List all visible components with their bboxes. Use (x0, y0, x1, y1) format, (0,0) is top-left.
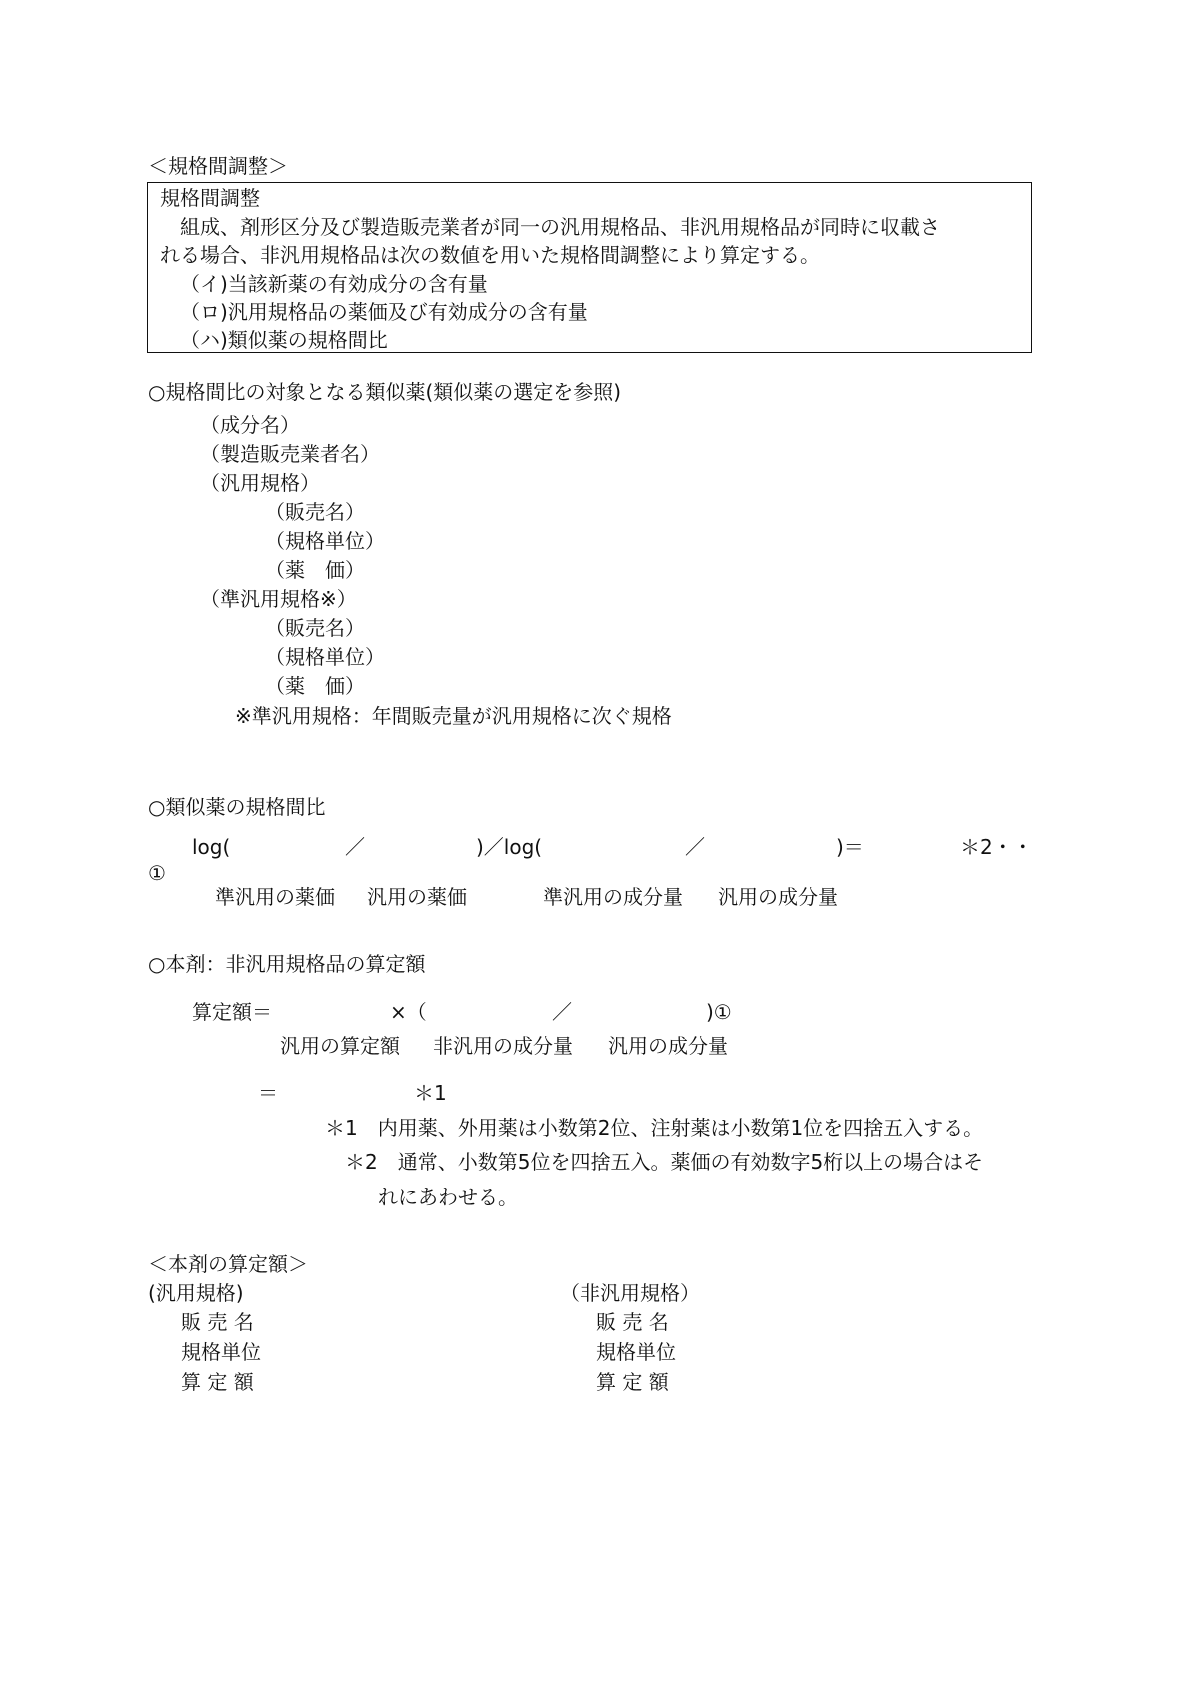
calc-equals: ＝ (258, 1081, 278, 1105)
rounding-note-1: ＊1 内用薬、外用薬は小数第2位、注射薬は小数第1位を四捨五入する。 (325, 1116, 984, 1140)
label-nongeneral-content: 非汎用の成分量 (433, 1034, 573, 1058)
calc-times: ×（ (390, 1000, 427, 1024)
rounding-note-2-line1: ＊2 通常、小数第5位を四捨五入。薬価の有効数字5桁以上の場合はそ (345, 1150, 984, 1174)
general-spec-label: （汎用規格） (200, 471, 320, 495)
ratio-log2: )／log( (476, 835, 543, 859)
result-nongeneral-unit: 規格単位 (596, 1340, 676, 1364)
result-general-label: (汎用規格) (148, 1281, 244, 1305)
result-nongeneral-amount: 算 定 額 (596, 1370, 669, 1394)
adjustment-item-i: （イ)当該新薬の有効成分の含有量 (180, 272, 488, 296)
maker-label: （製造販売業者名） (200, 442, 380, 466)
ingredient-label: （成分名） (200, 413, 300, 437)
semi-price-label: （薬 価） (265, 674, 365, 698)
label-general-content: 汎用の成分量 (718, 885, 838, 909)
label-general-price: 汎用の薬価 (367, 885, 467, 909)
calc-slash: ／ (552, 1000, 572, 1024)
ratio-equals: )＝ (836, 835, 864, 859)
adjustment-text-line2: れる場合、非汎用規格品は次の数値を用いた規格間調整により算定する。 (160, 243, 820, 267)
result-nongeneral-label: （非汎用規格） (560, 1281, 700, 1305)
calc-close: )① (706, 1000, 732, 1024)
calc-star1: ＊1 (414, 1081, 447, 1105)
semi-sales-name-label: （販売名） (265, 616, 365, 640)
adjustment-item-ro: （ロ)汎用規格品の薬価及び有効成分の含有量 (180, 300, 588, 324)
label-semi-price: 準汎用の薬価 (215, 885, 335, 909)
label-semi-content: 準汎用の成分量 (543, 885, 683, 909)
adjustment-box-title: 規格間調整 (160, 186, 260, 210)
result-nongeneral-sales-name: 販 売 名 (596, 1310, 669, 1334)
general-price-label: （薬 価） (265, 558, 365, 582)
adjustment-item-ha: （ハ)類似薬の規格間比 (180, 328, 388, 352)
semi-general-note: ※準汎用規格：年間販売量が汎用規格に次ぐ規格 (235, 704, 672, 728)
label-calc-general-content: 汎用の成分量 (608, 1034, 728, 1058)
ratio-circle: ① (148, 861, 166, 885)
adjustment-heading: ＜規格間調整＞ (148, 154, 288, 178)
general-unit-label: （規格単位） (265, 529, 385, 553)
calc-heading: ○本剤：非汎用規格品の算定額 (148, 952, 426, 976)
semi-unit-label: （規格単位） (265, 645, 385, 669)
ratio-slash1: ／ (345, 835, 365, 859)
semi-general-spec-label: （準汎用規格※） (200, 587, 357, 611)
ratio-star: ＊2・・ (960, 835, 1033, 859)
result-general-amount: 算 定 額 (181, 1370, 254, 1394)
result-heading: ＜本剤の算定額＞ (148, 1252, 308, 1276)
rounding-note-2-line2: れにあわせる。 (378, 1185, 518, 1209)
result-general-sales-name: 販 売 名 (181, 1310, 254, 1334)
label-general-amount: 汎用の算定額 (280, 1034, 400, 1058)
calc-formula-label: 算定額＝ (192, 1000, 272, 1024)
ratio-slash2: ／ (685, 835, 705, 859)
ratio-heading: ○類似薬の規格間比 (148, 795, 326, 819)
result-general-unit: 規格単位 (181, 1340, 261, 1364)
general-sales-name-label: （販売名） (265, 500, 365, 524)
ratio-log1: log( (192, 835, 231, 859)
similar-drug-heading: ○規格間比の対象となる類似薬(類似薬の選定を参照) (148, 380, 622, 404)
adjustment-text-line1: 組成、剤形区分及び製造販売業者が同一の汎用規格品、非汎用規格品が同時に収載さ (160, 215, 940, 239)
